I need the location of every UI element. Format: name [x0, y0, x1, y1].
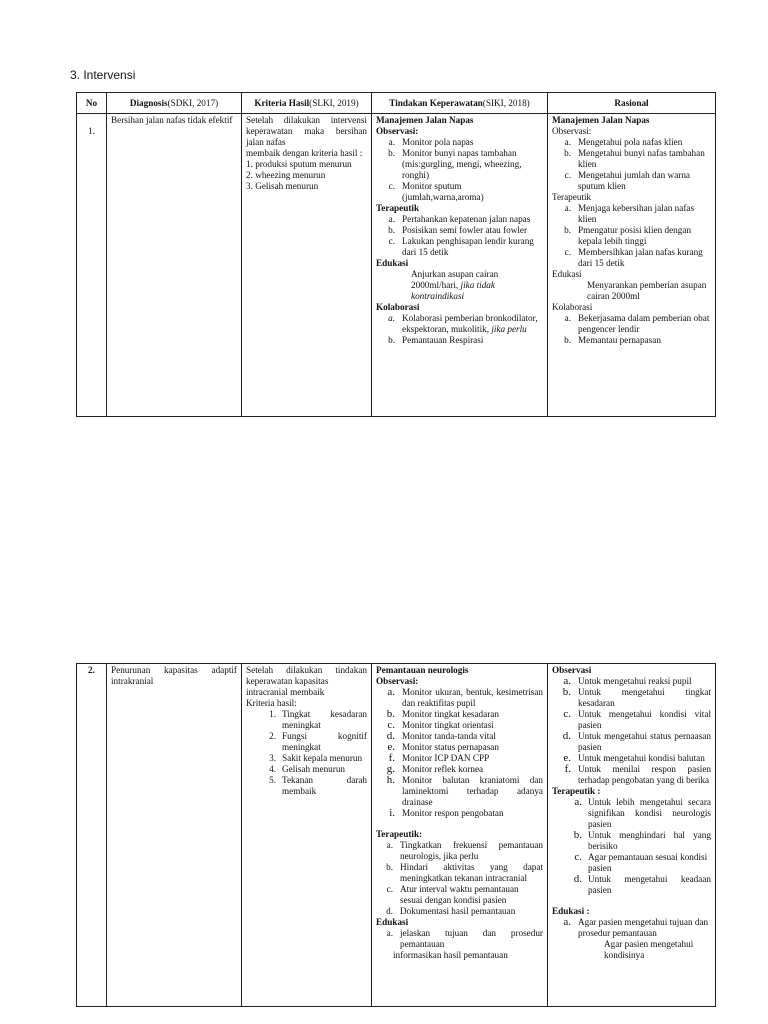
list-item: a. Untuk lebih mengetahui secara signifikan kondisi neurologis pasien — [574, 796, 711, 829]
row-number: 1. — [77, 114, 107, 417]
intervention-table-1 — [76, 92, 716, 417]
rasional-cell — [548, 664, 716, 1007]
list-item: b. Pemantauan Respirasi — [388, 335, 484, 345]
list-item: b. Mengetahui bunyi nafas tambahan klien — [564, 148, 705, 169]
kriteria-intro: Setelah dilakukan intervensi keperawatan maka bersihan jalan nafas — [246, 115, 367, 147]
list-item: 4. Gelisah menurun — [269, 764, 346, 774]
list-item: b. Untuk menghindari hal yang berisiko — [573, 829, 711, 851]
list-item: c. Agar pemantauan sesuai kondisi pasien — [574, 851, 708, 873]
list-item: c. Untuk mengetahui kondisi vital pasien — [563, 708, 711, 730]
header-no: No — [77, 93, 107, 114]
observasi-label: Observasi — [552, 665, 592, 675]
edukasi-extra: Agar pasien mengetahui kondisinya — [604, 939, 694, 960]
tindakan-cell — [372, 664, 548, 1007]
edukasi-label: Edukasi — [552, 269, 582, 279]
rasional-title: Manajemen Jalan Napas — [552, 115, 650, 125]
header-diagnosis: Diagnosis(SDKI, 2017) — [107, 93, 242, 114]
tindakan-cell — [372, 114, 548, 417]
list-item: a. Pertahankan kepatenan jalan napas — [388, 214, 531, 224]
list-item: c. Atur interval waktu pemantauan sesuai dengan kondisi pasien — [386, 884, 519, 905]
table-header-row — [77, 93, 716, 114]
list-item: a. Monitor pola napas — [388, 137, 474, 147]
rasional-cell — [548, 114, 716, 417]
terapeutik-label: Terapeutik — [376, 203, 420, 213]
list-item: d. Monitor tanda-tanda vital — [386, 730, 496, 742]
list-item: i. Monitor respon pengobatan — [389, 807, 504, 819]
edukasi-label: Edukasi — [376, 917, 409, 927]
kolaborasi-label: Kolaborasi — [552, 302, 593, 312]
tindakan-title: Pemantauan neurologis — [376, 665, 469, 675]
list-item: 1. Tingkat kesadaran meningkat — [269, 709, 367, 730]
list-item: d. Dokumentasi hasil pemantauan — [386, 906, 516, 916]
list-item: a. Monitor ukuran, bentuk, kesimetrisan dan reaktifitas pupil — [387, 686, 543, 708]
kriteria-intro: Setelah dilakukan tindakan keperawatan kapasitas — [246, 665, 367, 686]
observasi-label: Observasi: — [376, 126, 419, 136]
list-item: b. Untuk mengetahui tingkat kesadaran — [562, 686, 711, 708]
kolaborasi-label: Kolaborasi — [376, 302, 420, 312]
list-item: c. Mengetahui jumlah dan warna sputum klien — [564, 170, 690, 191]
kriteria-intro-3: Kriteria hasil: — [246, 698, 297, 708]
table-row — [77, 114, 716, 417]
kriteria-line: 3. Gelisah menurun — [246, 181, 319, 191]
list-item: a. Bekerjasama dalam pemberian obat pengencer lendir — [564, 313, 710, 334]
list-item: e. Monitor status pernapasan — [387, 741, 499, 753]
edukasi-text: Menyarankan pemberian asupan cairan 2000ml — [587, 280, 707, 301]
list-item: c. Membersihkan jalan nafas kurang dari 15 detik — [564, 247, 703, 268]
list-item: a. Kolaborasi pemberian bronkodilator, ekspektoran, mukolitik, jika perlu — [388, 313, 538, 334]
list-item: 3. Sakit kepala menurun — [269, 753, 363, 763]
list-item: d. Untuk mengetahui keadaan pasien — [573, 873, 711, 895]
terapeutik-label: Terapeutik: — [376, 829, 423, 839]
edukasi-text: Anjurkan asupan cairan 2000ml/hari, jika tidak kontraindikasi — [411, 269, 499, 301]
observasi-label: Observasi: — [552, 126, 592, 136]
edukasi-label: Edukasi : — [552, 906, 590, 916]
kriteria-cell — [242, 114, 372, 417]
list-item: a. Agar pasien mengetahui tujuan dan prosedur pemantauan — [563, 916, 709, 938]
list-item: b. Posisikan semi fowler atau fowler — [388, 225, 528, 235]
edukasi-extra: informasikan hasil pemantauan — [393, 950, 508, 960]
kriteria-line: 2. wheezing menurun — [246, 170, 326, 180]
list-item: g. Monitor reflek kornea — [386, 763, 484, 775]
list-item: b. Memantau pernapasan — [564, 335, 661, 345]
list-item: b. Pmengatur posisi klien dengan kepala lebih tinggi — [564, 225, 692, 246]
list-item: c. Lakukan penghisapan lendir kurang dari 15 detik — [388, 236, 534, 257]
list-item: 5. Tekanan darah membaik — [269, 775, 367, 796]
list-item: h. Monitor balutan kraniatomi dan laminektomi terhadap adanya drainase — [386, 774, 543, 807]
list-item: b. Hindari aktivitas yang dapat meningkatkan tekanan intracranial — [386, 862, 543, 883]
edukasi-label: Edukasi — [376, 258, 409, 268]
list-item: e. Untuk mengetahui kondisi balutan — [563, 752, 705, 764]
header-kriteria: Kriteria Hasil(SLKI, 2019) — [242, 93, 372, 114]
section-heading: 3. Intervensi — [70, 68, 136, 82]
list-item: b. Monitor bunyi napas tambahan (mis:gurgling, mengi, wheezing, ronghi) — [388, 148, 522, 180]
intervention-table-2 — [76, 663, 716, 1007]
diagnosis-cell: Penurunan kapasitas adaptif intrakranial — [107, 664, 242, 1007]
terapeutik-label: Terapeutik : — [552, 786, 601, 796]
kriteria-intro-2: intracranial membaik — [246, 687, 325, 697]
list-item: b. Monitor tingkat kesadaran — [386, 708, 499, 720]
table-row — [77, 664, 716, 1007]
list-item: c. Monitor tingkat orientasi — [387, 719, 494, 731]
list-item: a. Tingkatkan frekuensi pemantauan neurologis, jika perlu — [386, 840, 543, 861]
list-item: f. Untuk menilai respon pasien terhadap pengobatan yang di berika — [564, 763, 711, 785]
row-number: 2. — [77, 664, 107, 1007]
header-tindakan: Tindakan Keperawatan(SIKI, 2018) — [372, 93, 548, 114]
observasi-label: Observasi: — [376, 676, 419, 686]
list-item: a. Mengetahui pola nafas klien — [564, 137, 683, 147]
list-item: c. Monitor sputum (jumlah,warna,aroma) — [388, 181, 484, 202]
list-item: a. Untuk mengetahui reaksi pupil — [563, 675, 692, 687]
list-item: 2. Fungsi kognitif meningkat — [269, 731, 367, 752]
list-item: d. Untuk mengetahui status pernaasan pasien — [562, 730, 711, 752]
tindakan-title: Manajemen Jalan Napas — [376, 115, 474, 125]
diagnosis-cell: Bersihan jalan nafas tidak efektif — [107, 114, 242, 417]
kriteria-cell — [242, 664, 372, 1007]
list-item: a. Menjaga kebersihan jalan nafas klien — [564, 203, 695, 224]
terapeutik-label: Terapeutik — [552, 192, 592, 202]
list-item: f. Monitor ICP DAN CPP — [388, 752, 490, 764]
header-rasional: Rasional — [548, 93, 716, 114]
kriteria-line: 1. produksi sputum menurun — [246, 159, 352, 169]
kriteria-intro-2: membaik dengan kriteria hasil : — [246, 148, 363, 158]
list-item: a. jelaskan tujuan dan prosedur pemantauan — [386, 928, 543, 949]
